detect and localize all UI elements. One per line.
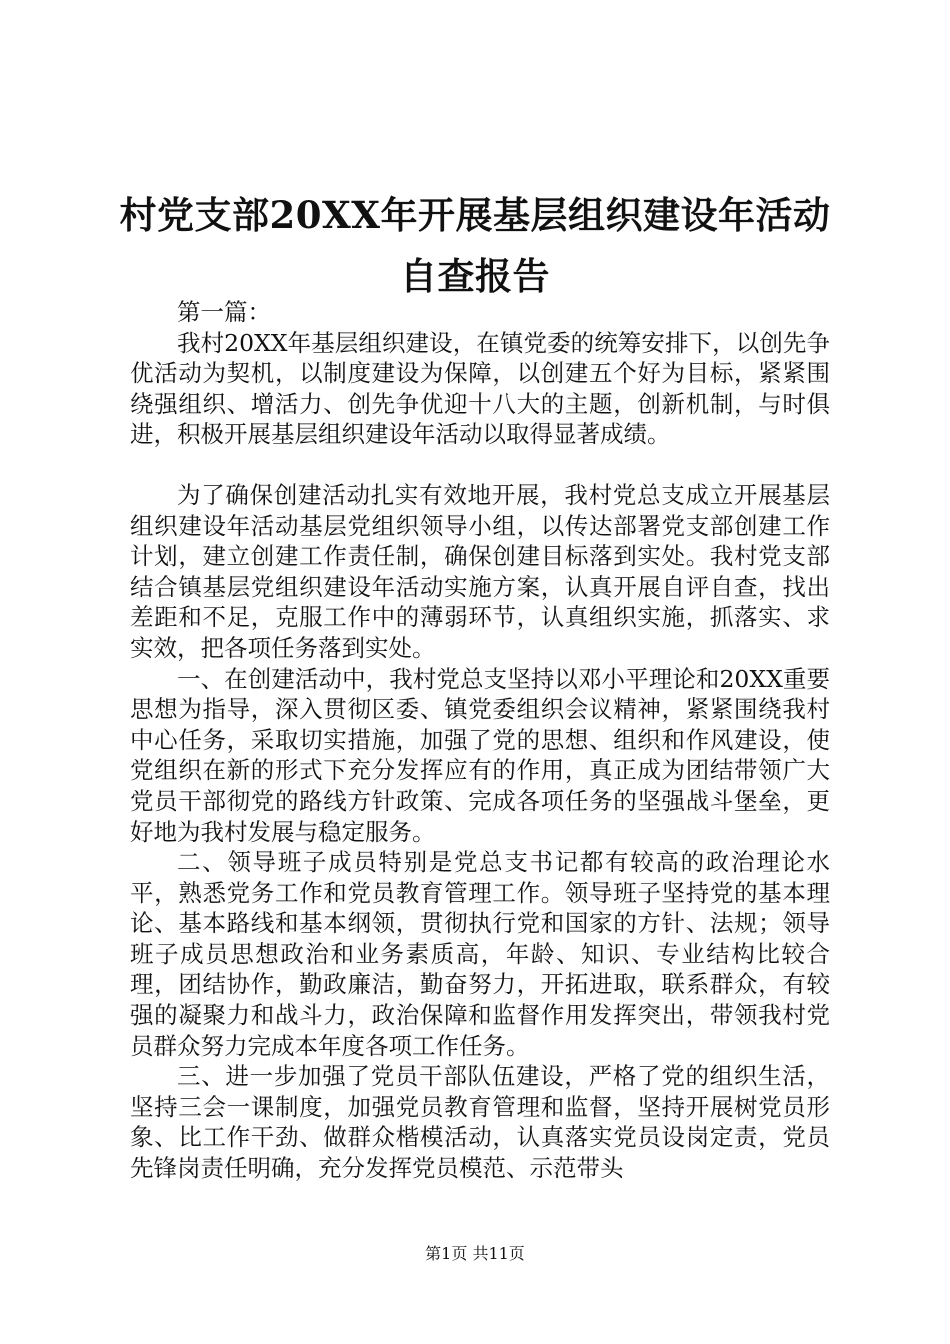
paragraph-leadership-group: 为了确保创建活动扎实有效地开展，我村党总支成立开展基层组织建设年活动基层党组织领导小组，以传达部署党支部创建工作计划，建立创建工作责任制，确保创建目标落到实处。我村党支部结合镇基层党组织建设年活动实施方案，认真开展自评自查，找出差距和不足，克服工作中的薄弱环节，认真组织实施，抓落实、求实效，把各项任务落到实处。: [130, 480, 830, 662]
paragraph-point-one: 一、在创建活动中，我村党总支坚持以邓小平理论和20XX重要思想为指导，深入贯彻区委、镇党委组织会议精神，紧紧围绕我村中心任务，采取切实措施，加强了党的思想、组织和作风建设，使党组织在新的形式下充分发挥应有的作用，真正成为团结带领广大党员干部彻党的路线方针政策、完成各项任务的坚强战斗堡垒，更好地为我村发展与稳定服务。: [130, 664, 830, 846]
document-title: 村党支部20XX年开展基层组织建设年活动自查报告: [119, 193, 831, 298]
document-body: [130, 297, 830, 1184]
paragraph-point-three: 三、进一步加强了党员干部队伍建设，严格了党的组织生活，坚持三会一课制度，加强党员教育管理和监督，坚持开展树党员形象、比工作干劲、做群众楷模活动，认真落实党员设岗定责，党员先锋岗责任明确，充分发挥党员模范、示范带头: [130, 1062, 830, 1183]
paragraph-intro: 我村20XX年基层组织建设，在镇党委的统筹安排下，以创先争优活动为契机，以制度建设为保障，以创建五个好为目标，紧紧围绕强组织、增活力、创先争优迎十八大的主题，创新机制，与时俱进，积极开展基层组织建设年活动以取得显著成绩。: [130, 328, 830, 449]
section-label: 第一篇：: [177, 298, 271, 326]
page-footer: 第1页 共11页: [425, 1244, 525, 1263]
paragraph-point-two: 二、领导班子成员特别是党总支书记都有较高的政治理论水平，熟悉党务工作和党员教育管理工作。领导班子坚持党的基本理论、基本路线和基本纲领，贯彻执行党和国家的方针、法规；领导班子成员思想政治和业务素质高，年龄、知识、专业结构比较合理，团结协作，勤政廉洁，勤奋努力，开拓进取，联系群众，有较强的凝聚力和战斗力，政治保障和监督作用发挥突出，带领我村党员群众努力完成本年度各项工作任务。: [130, 848, 830, 1060]
